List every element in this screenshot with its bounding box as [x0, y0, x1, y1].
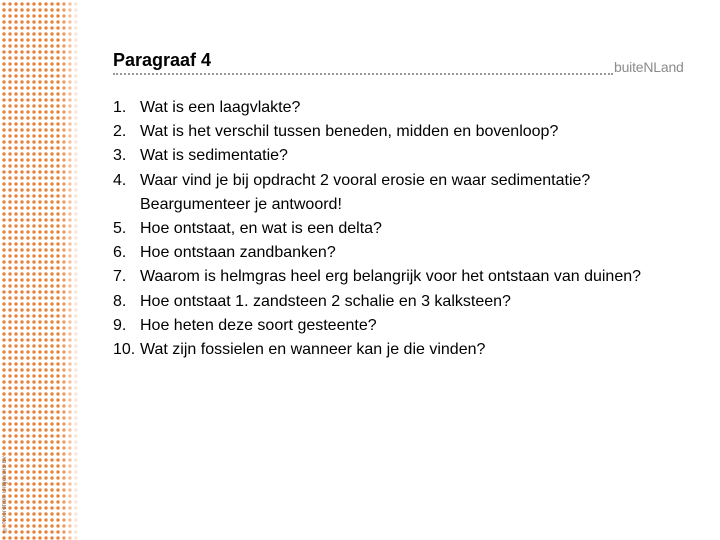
- list-item: [113, 314, 693, 338]
- page-title: Paragraaf 4: [113, 50, 212, 70]
- question-number: 8.: [113, 292, 127, 310]
- question-number: 6.: [113, 244, 127, 262]
- list-item: [113, 265, 693, 289]
- question-text: Wat is het verschil tussen beneden, midden en bovenloop?: [140, 123, 559, 141]
- question-text: Wat is sedimentatie?: [140, 147, 288, 165]
- question-number: 4.: [113, 171, 127, 189]
- question-text: Hoe ontstaat, en wat is een delta?: [140, 220, 382, 238]
- list-item: [113, 241, 693, 265]
- list-item: [113, 120, 693, 144]
- question-list: [113, 96, 693, 362]
- decorative-dot-pattern: [0, 0, 80, 540]
- list-item: [113, 217, 693, 241]
- question-number: 5.: [113, 220, 127, 238]
- question-text: Hoe ontstaan zandbanken?: [140, 244, 336, 262]
- copyright-note: © Noordhoff Uitgevers bv: [2, 455, 8, 532]
- brand-logo: buiteNLand: [614, 59, 684, 75]
- title-divider: [113, 73, 613, 75]
- question-text: Waar vind je bij opdracht 2 vooral erosie en waar sedimentatie? Beargumenteer je antwoord!: [140, 171, 591, 213]
- question-number: 3.: [113, 147, 127, 165]
- question-text: Wat zijn fossielen en wanneer kan je die vinden?: [140, 341, 486, 359]
- question-text: Hoe heten deze soort gesteente?: [140, 316, 377, 334]
- list-item: [113, 96, 693, 120]
- question-number: 7.: [113, 268, 127, 286]
- question-number: 1.: [113, 99, 127, 116]
- question-number: 10.: [113, 341, 136, 359]
- question-text: Wat is een laagvlakte?: [140, 99, 301, 116]
- list-item: [113, 290, 693, 314]
- question-number: 9.: [113, 316, 127, 334]
- list-item: [113, 144, 693, 168]
- list-item: [113, 338, 693, 362]
- question-text: Waarom is helmgras heel erg belangrijk voor het ontstaan van duinen?: [140, 268, 642, 286]
- question-text: Hoe ontstaat 1. zandsteen 2 schalie en 3 kalksteen?: [140, 292, 511, 310]
- question-number: 2.: [113, 123, 127, 141]
- list-item: [113, 169, 693, 217]
